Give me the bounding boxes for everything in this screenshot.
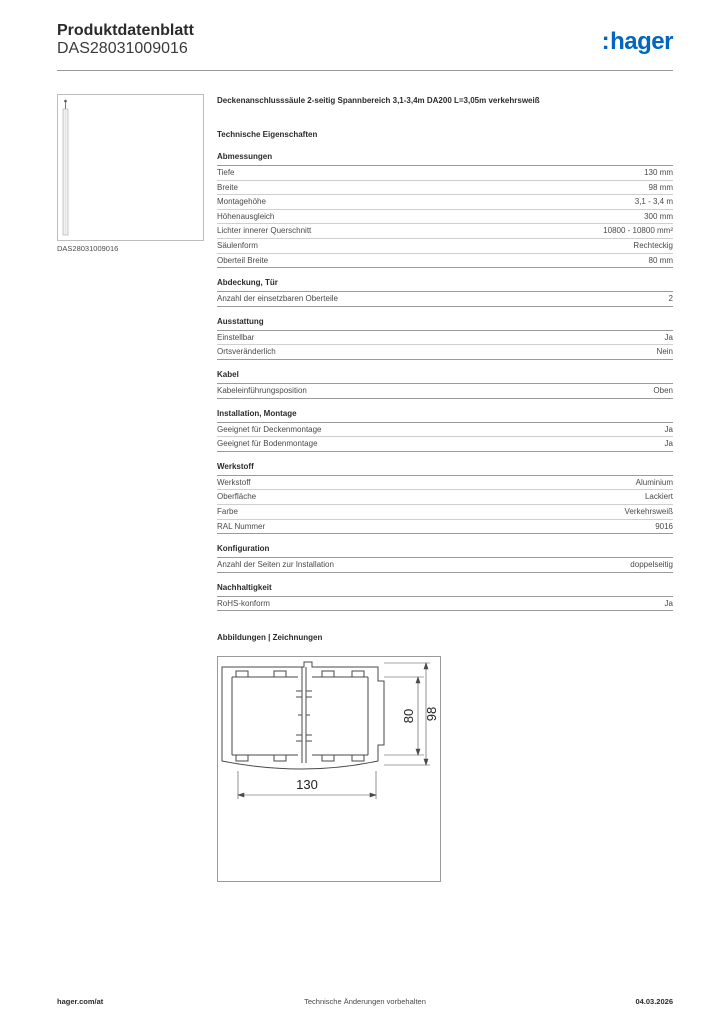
property-value: 3,1 - 3,4 m [634, 197, 673, 207]
property-label: Breite [217, 182, 238, 192]
property-row [217, 476, 673, 491]
property-row [217, 331, 673, 346]
property-row [217, 597, 673, 612]
property-row [217, 437, 673, 452]
property-label: RoHS-konform [217, 598, 270, 608]
property-row [217, 292, 673, 307]
property-value: 10800 - 10800 mm² [603, 226, 673, 236]
property-value: Oben [653, 385, 673, 395]
column-product-icon [58, 95, 203, 240]
property-value: 80 mm [648, 255, 673, 265]
property-value: doppelseitig [630, 560, 673, 570]
property-group [217, 317, 673, 360]
property-value: Ja [664, 424, 673, 434]
property-row [217, 166, 673, 181]
dimension-outer-height-label: 98 [424, 706, 439, 722]
property-label: Geeignet für Bodenmontage [217, 439, 318, 449]
property-label: Einstellbar [217, 332, 255, 342]
group-title: Werkstoff [217, 462, 673, 476]
property-group [217, 370, 673, 399]
property-value: Ja [664, 439, 673, 449]
property-row [217, 181, 673, 196]
property-row [217, 490, 673, 505]
product-image [57, 94, 204, 241]
dimension-width-label: 130 [296, 777, 318, 792]
property-label: Geeignet für Deckenmontage [217, 424, 322, 434]
footer-website: hager.com/at [57, 997, 104, 1006]
property-label: Lichter innerer Querschnitt [217, 226, 312, 236]
property-group [217, 462, 673, 534]
property-row [217, 423, 673, 438]
property-label: Tiefe [217, 168, 235, 177]
property-label: Höhenausgleich [217, 211, 275, 221]
property-label: Anzahl der einsetzbaren Oberteile [217, 294, 338, 304]
main-content [217, 96, 673, 646]
cross-section-drawing [218, 657, 440, 881]
property-value: Ja [664, 332, 673, 342]
property-group [217, 409, 673, 452]
property-label: RAL Nummer [217, 521, 266, 531]
group-title: Abmessungen [217, 152, 673, 166]
property-label: Oberteil Breite [217, 255, 269, 265]
property-row [217, 239, 673, 254]
property-row [217, 505, 673, 520]
page-footer [57, 997, 673, 1011]
group-title: Kabel [217, 370, 673, 384]
property-label: Oberfläche [217, 492, 257, 502]
property-row [217, 195, 673, 210]
property-row [217, 210, 673, 225]
property-row [217, 254, 673, 269]
property-value: 300 mm [644, 211, 673, 221]
product-image-caption: DAS28031009016 [57, 244, 119, 253]
property-label: Kabeleinführungsposition [217, 385, 307, 395]
logo-mark-icon: : [601, 28, 610, 55]
property-group [217, 152, 673, 268]
product-title: Deckenanschlusssäule 2-seitig Spannbereich 3,1-3,4m DA200 L=3,05m verkehrsweiß [217, 96, 540, 105]
group-title: Abdeckung, Tür [217, 278, 673, 292]
property-value: Aluminium [635, 477, 673, 487]
drawings-heading: Abbildungen | Zeichnungen [217, 633, 323, 643]
property-label: Anzahl der Seiten zur Installation [217, 560, 334, 570]
property-value: 2 [668, 294, 673, 304]
property-value: 130 mm [644, 168, 673, 177]
property-label: Säulenform [217, 240, 258, 250]
hager-logo [602, 28, 673, 56]
property-row [217, 224, 673, 239]
property-group [217, 583, 673, 612]
footer-disclaimer: Technische Änderungen vorbehalten [304, 997, 426, 1006]
footer-date: 04.03.2026 [635, 997, 673, 1006]
property-group [217, 544, 673, 573]
property-value: Rechteckig [633, 240, 673, 250]
document-number: DAS28031009016 [57, 40, 188, 57]
property-label: Werkstoff [217, 477, 251, 487]
technical-drawing [217, 656, 441, 882]
group-title: Konfiguration [217, 544, 673, 558]
property-value: 98 mm [648, 182, 673, 192]
section-heading: Technische Eigenschaften [217, 130, 318, 139]
property-row [217, 520, 673, 535]
property-value: Nein [656, 347, 673, 357]
group-title: Nachhaltigkeit [217, 583, 673, 597]
logo-text: hager [610, 28, 673, 55]
page-header [57, 22, 673, 71]
property-label: Farbe [217, 506, 238, 516]
property-value: Lackiert [644, 492, 673, 502]
property-value: 9016 [655, 521, 673, 531]
property-group [217, 278, 673, 307]
property-value: Ja [664, 598, 673, 608]
document-type: Produktdatenblatt [57, 22, 194, 39]
property-row [217, 384, 673, 399]
property-row [217, 558, 673, 573]
property-row [217, 345, 673, 360]
dimension-inner-height-label: 80 [401, 708, 416, 724]
property-label: Montagehöhe [217, 197, 266, 207]
group-title: Installation, Montage [217, 409, 673, 423]
property-groups [217, 152, 673, 611]
property-label: Ortsveränderlich [217, 347, 276, 357]
property-value: Verkehrsweiß [624, 506, 673, 516]
group-title: Ausstattung [217, 317, 673, 331]
